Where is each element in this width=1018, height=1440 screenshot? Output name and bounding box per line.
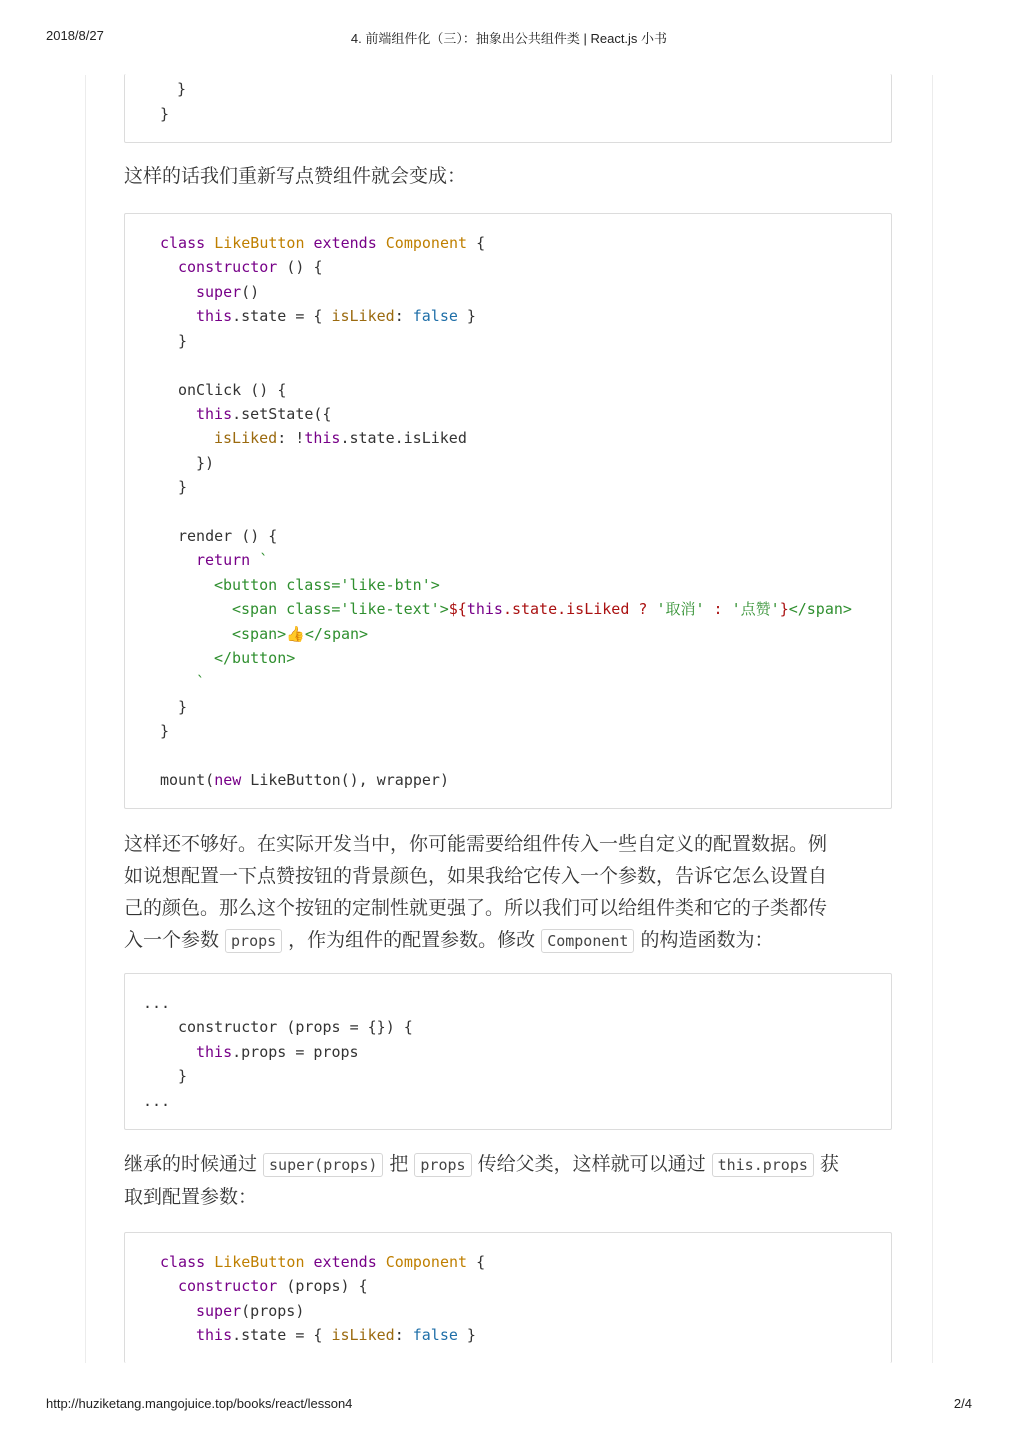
paragraph-2 [124, 828, 894, 957]
code-line: this.setState({ [196, 405, 332, 423]
inline-code: Component [541, 929, 634, 953]
code-line: } [178, 478, 188, 496]
code-line: <span>👍</span> [232, 625, 369, 643]
code-line: class LikeButton extends Component { [160, 1253, 486, 1271]
code-line: constructor () { [178, 258, 323, 276]
page-number: 2/4 [953, 1396, 972, 1411]
content-border-left [85, 75, 86, 1363]
code-line: } [178, 698, 188, 716]
code-line: this.props = props [196, 1043, 359, 1061]
inline-code: props [225, 929, 282, 953]
paragraph-line: 取到配置参数： [124, 1186, 258, 1208]
code-block-1 [124, 74, 892, 143]
code-line: }) [196, 454, 215, 472]
paragraph-line: 这样还不够好。在实际开发当中，你可能需要给组件传入一些自定义的配置数据。例 [124, 833, 828, 855]
paragraph-line: 继承的时候通过 super(props) 把 props 传给父类，这样就可以通过 this.props 获 [124, 1153, 839, 1175]
paragraph-3 [124, 1148, 894, 1213]
code-line: constructor (props = {}) { [178, 1018, 413, 1036]
code-line: ... [143, 994, 171, 1012]
print-date: 2018/8/27 [46, 28, 104, 43]
content-border-right [932, 75, 933, 1363]
code-line: this.state = { isLiked: false } [196, 307, 476, 325]
code-line: ... [143, 1092, 171, 1110]
inline-code: this.props [712, 1153, 814, 1177]
paragraph-line: 入一个参数 props ，作为组件的配置参数。修改 Component 的构造函数为： [124, 929, 774, 951]
code-line: super() [196, 283, 260, 301]
code-line: this.state = { isLiked: false } [196, 1326, 476, 1344]
code-block-2 [124, 213, 892, 809]
page-url: http://huziketang.mangojuice.top/books/react/lesson4 [46, 1396, 353, 1411]
code-line: return ` [196, 551, 269, 569]
paragraph-line: 如说想配置一下点赞按钮的背景颜色，如果我给它传入一个参数，告诉它怎么设置自 [124, 865, 828, 887]
code-line: mount(new LikeButton(), wrapper) [160, 771, 449, 789]
code-line: ` [196, 673, 206, 691]
code-line: } [160, 722, 170, 740]
code-line: onClick () { [178, 381, 287, 399]
code-line: </button> [214, 649, 296, 667]
paragraph-line: 己的颜色。那么这个按钮的定制性就更强了。所以我们可以给组件类和它的子类都传 [124, 897, 828, 919]
code-line: render () { [178, 527, 278, 545]
code-line: } [178, 332, 188, 350]
code-line: <span class='like-text'>${this.state.isLiked ? '取消' : '点赞'}</span> [232, 600, 852, 618]
paragraph-1: 这样的话我们重新写点赞组件就会变成： [124, 165, 467, 187]
code-line: } [160, 105, 170, 123]
code-block-4 [124, 1232, 892, 1363]
inline-code: props [414, 1153, 471, 1177]
code-line: class LikeButton extends Component { [160, 234, 486, 252]
code-line: isLiked: !this.state.isLiked [214, 429, 467, 447]
page-title: 4. 前端组件化（三）：抽象出公共组件类 | React.js 小书 [350, 31, 668, 46]
inline-code: super(props) [263, 1153, 383, 1177]
code-line: } [178, 1067, 188, 1085]
code-line: super(props) [196, 1302, 305, 1320]
code-line: <button class='like-btn'> [214, 576, 440, 594]
code-line: } [177, 80, 187, 98]
code-line: constructor (props) { [178, 1277, 368, 1295]
code-block-3 [124, 973, 892, 1130]
